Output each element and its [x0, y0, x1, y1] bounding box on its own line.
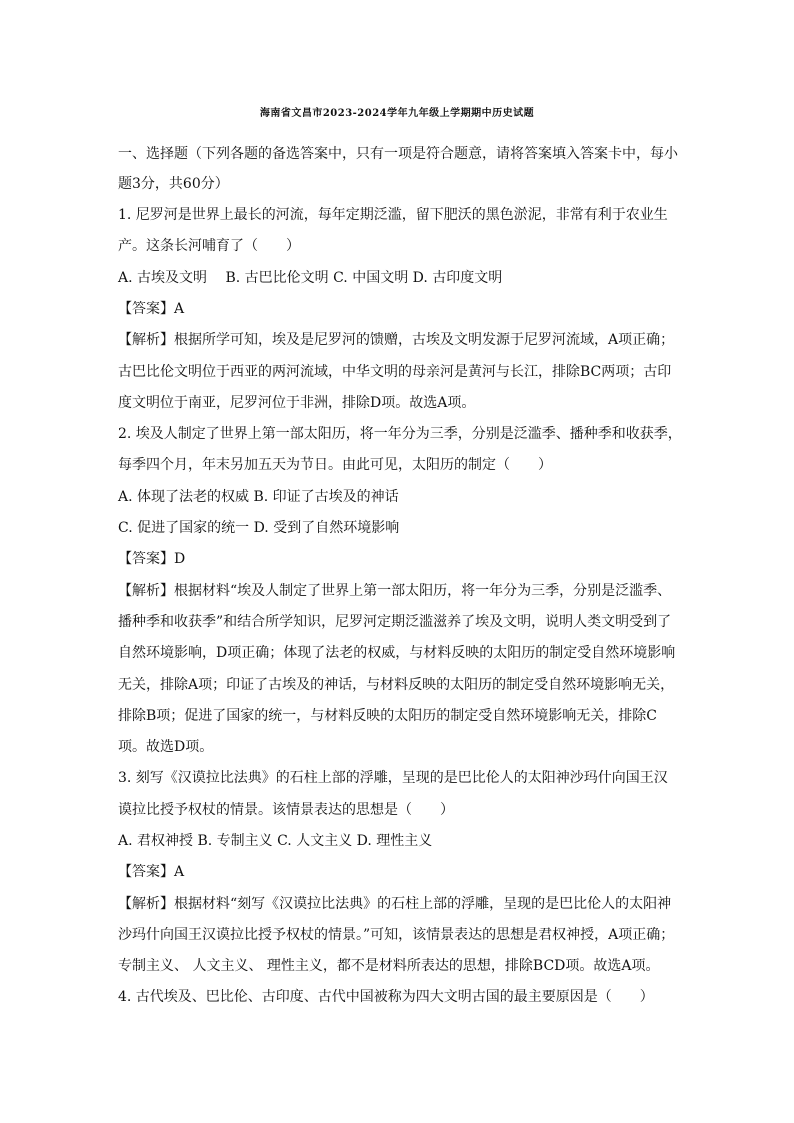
q2-stem-line2: 每季四个月，年末另加五天为节日。由此可见，太阳历的制定（ ） [118, 457, 552, 473]
page-title: 海南省文昌市2023-2024学年九年级上学期期中历史试题 [259, 108, 535, 119]
q2-analysis-line3: 自然环境影响，D项正确；体现了法老的权威，与材料反映的太阳历的制定受自然环境影响 [118, 645, 676, 661]
q3-analysis-line3: 专制主义、 人文主义、 理性主义，都不是材料所表达的思想，排除BCD项。故选A项。 [118, 958, 660, 974]
q2-analysis-line1: 【解析】根据材料“埃及人制定了世界上第一部太阳历，将一年分为三季，分别是泛滥季、 [118, 583, 672, 599]
q2-analysis-line4: 无关，排除A项；印证了古埃及的神话，与材料反映的太阳历的制定受自然环境影响无关， [118, 677, 675, 693]
q1-analysis-line3: 度文明位于南亚，尼罗河位于非洲，排除D项。故选A项。 [118, 395, 476, 411]
q3-answer: 【答案】A [118, 864, 185, 880]
q1-analysis-line2: 古巴比伦文明位于西亚的两河流域，中华文明的母亲河是黄河与长江，排除BC两项；古印 [118, 364, 672, 380]
q3-options: A. 君权神授 B. 专制主义 C. 人文主义 D. 理性主义 [118, 833, 433, 849]
q2-analysis-line6: 项。故选D项。 [118, 739, 214, 755]
q3-analysis-line1: 【解析】根据材料“刻写《汉谟拉比法典》的石柱上部的浮雕，呈现的是巴比伦人的太阳神 [118, 896, 672, 912]
q1-analysis-line1: 【解析】根据所学可知，埃及是尼罗河的馈赠，古埃及文明发源于尼罗河流域，A项正确； [118, 332, 675, 348]
q4-stem-line1: 4. 古代埃及、巴比伦、古印度、古代中国被称为四大文明古国的最主要原因是（ ） [118, 989, 654, 1005]
q1-stem-line1: 1. 尼罗河是世界上最长的河流，每年定期泛滥，留下肥沃的黑色淤泥，非常有利于农业生 [118, 207, 668, 223]
q2-analysis-line2: 播种季和收获季”和结合所学知识，尼罗河定期泛滥滋养了埃及文明，说明人类文明受到了 [118, 614, 672, 630]
q1-answer: 【答案】A [118, 301, 185, 317]
section-instructions-line1: 一、选择题（下列各题的备选答案中，只有一项是符合题意，请将答案填入答案卡中，每小 [118, 146, 678, 162]
section-instructions-line2: 题3分，共60分） [118, 176, 229, 192]
q2-options-line2: C. 促进了国家的统一 D. 受到了自然环境影响 [118, 520, 400, 536]
q3-analysis-line2: 沙玛什向国王汉谟拉比授予权杖的情景。”可知，该情景表达的思想是君权神授，A项正确； [118, 927, 675, 943]
q2-stem-line1: 2. 埃及人制定了世界上第一部太阳历，将一年分为三季，分别是泛滥季、播种季和收获季， [118, 426, 682, 442]
q1-stem-line2: 产。这条长河哺育了（ ） [118, 238, 300, 254]
q3-stem-line2: 谟拉比授予权杖的情景。该情景表达的思想是（ ） [118, 802, 454, 818]
q3-stem-line1: 3. 刻写《汉谟拉比法典》的石柱上部的浮雕，呈现的是巴比伦人的太阳神沙玛什向国王汉 [118, 770, 668, 786]
q2-options-line1: A. 体现了法老的权威 B. 印证了古埃及的神话 [118, 489, 399, 505]
q2-answer: 【答案】D [118, 551, 186, 567]
q2-analysis-line5: 排除B项；促进了国家的统一，与材料反映的太阳历的制定受自然环境影响无关，排除C [118, 708, 657, 724]
q1-options: A. 古埃及文明 B. 古巴比伦文明 C. 中国文明 D. 古印度文明 [118, 270, 503, 286]
